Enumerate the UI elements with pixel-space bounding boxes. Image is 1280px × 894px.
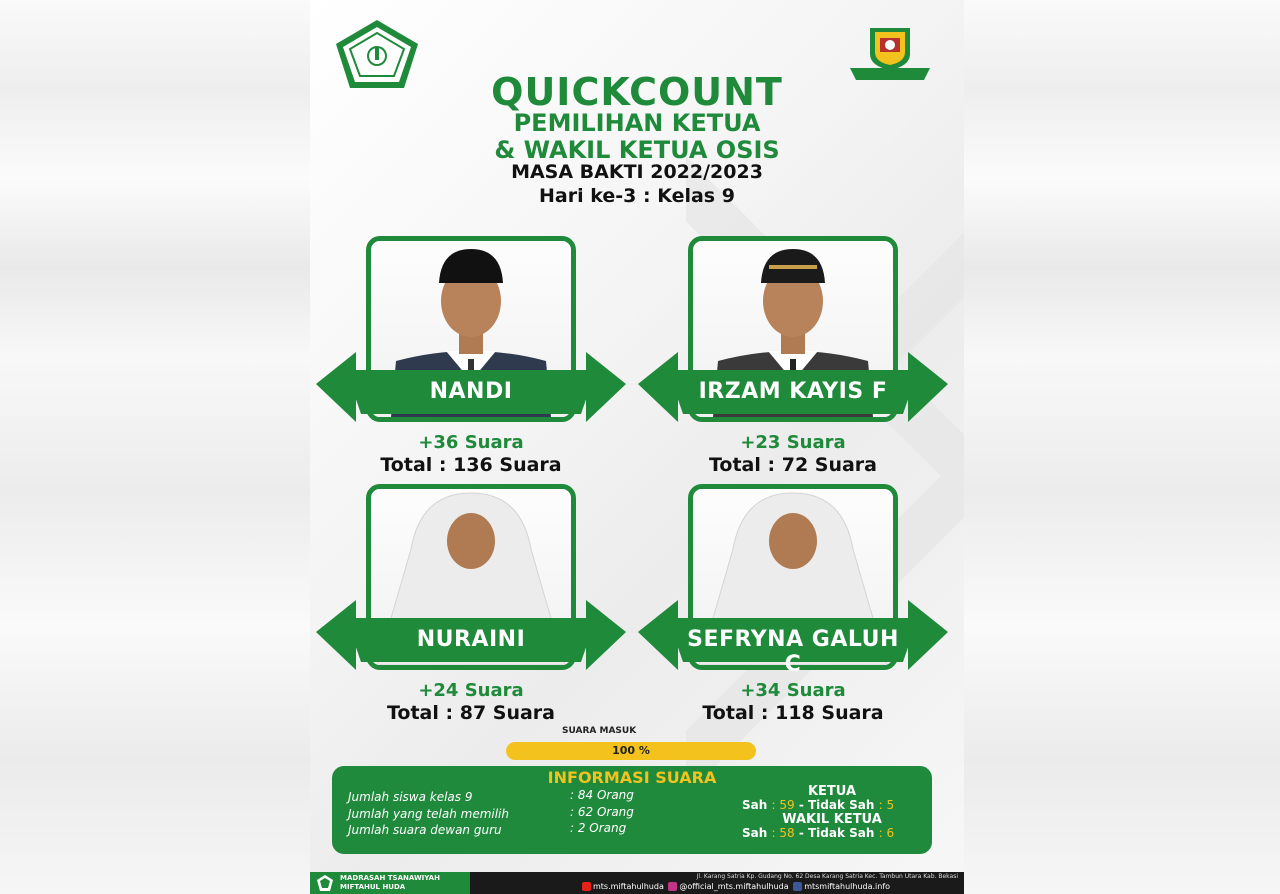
candidate-name: NURAINI — [416, 627, 526, 652]
info-row-label: Jumlah suara dewan guru — [348, 823, 502, 837]
info-row-label: Jumlah yang telah memilih — [348, 807, 509, 821]
progress-bar — [506, 742, 756, 760]
candidate-card — [316, 484, 636, 724]
tidak-sah-label: - Tidak Sah — [798, 798, 875, 812]
sah-label: Sah — [742, 826, 768, 840]
youtube-icon — [582, 882, 591, 891]
info-row-value: : 2 Orang — [570, 821, 627, 835]
footer-school-name — [340, 874, 440, 892]
vote-delta: +36 Suara — [418, 432, 524, 453]
subtitle-line: PEMILIHAN KETUA — [513, 109, 761, 137]
day-class-text: Hari ke-3 : Kelas 9 — [539, 185, 735, 207]
progress-text: 100 % — [612, 744, 650, 757]
instagram-link[interactable]: @official_mts.miftahulhuda — [679, 882, 789, 891]
footer — [310, 872, 964, 894]
progress-label: SUARA MASUK — [562, 726, 637, 736]
tidak-sah-label: - Tidak Sah — [798, 826, 875, 840]
page-subtitle — [310, 110, 964, 164]
vote-total: Total : 72 Suara — [708, 454, 877, 476]
vote-total: Total : 136 Suara — [380, 454, 562, 476]
tidak-sah-value: : 6 — [878, 826, 895, 840]
facebook-link[interactable]: mtsmiftahulhuda.info — [804, 882, 891, 891]
info-title: INFORMASI SUARA — [547, 768, 717, 787]
background-right — [964, 0, 1280, 894]
subtitle-line: & WAKIL KETUA OSIS — [494, 136, 780, 164]
candidate-card — [316, 236, 636, 476]
candidate-name: IRZAM KAYIS F — [698, 379, 888, 404]
wakil-votes — [742, 826, 922, 840]
sah-value: : 59 — [771, 798, 795, 812]
period-text: MASA BAKTI 2022/2023 — [511, 161, 763, 183]
footer-address: Jl. Karang Satria Kp. Gudang No. 62 Desa Karang Satria Kec. Tambun Utara Kab. Bekasi — [696, 873, 958, 880]
vote-delta: +23 Suara — [740, 432, 846, 453]
vote-delta: +24 Suara — [418, 680, 524, 701]
footer-school-line: MIFTAHUL HUDA — [340, 883, 406, 891]
footer-social — [580, 882, 890, 891]
youtube-link[interactable]: mts.miftahulhuda — [593, 882, 664, 891]
info-box — [332, 766, 932, 854]
poster — [310, 0, 964, 894]
vote-total: Total : 118 Suara — [702, 702, 884, 724]
candidate-card — [638, 236, 958, 476]
instagram-icon — [668, 882, 677, 891]
footer-brand — [310, 872, 470, 894]
info-row-label: Jumlah siswa kelas 9 — [348, 790, 473, 804]
ketua-label: KETUA — [807, 784, 857, 799]
sah-label: Sah — [742, 798, 768, 812]
vote-total: Total : 87 Suara — [386, 702, 555, 724]
candidate-name: NANDI — [429, 379, 513, 404]
facebook-icon — [793, 882, 802, 891]
school-logo-small-icon — [316, 874, 334, 892]
page-title: QUICKCOUNT — [491, 70, 783, 114]
info-row-value: : 62 Orang — [570, 805, 634, 819]
ketua-votes — [742, 798, 922, 812]
candidate-name: SEFRYNA GALUH C — [687, 627, 899, 677]
sah-value: : 58 — [771, 826, 795, 840]
wakil-label: WAKIL KETUA — [782, 812, 882, 827]
background-left — [0, 0, 310, 894]
tidak-sah-value: : 5 — [878, 798, 895, 812]
vote-delta: +34 Suara — [740, 680, 846, 701]
footer-school-line: MADRASAH TSANAWIYAH — [340, 874, 440, 882]
candidate-card — [638, 484, 958, 724]
info-row-value: : 84 Orang — [570, 788, 634, 802]
